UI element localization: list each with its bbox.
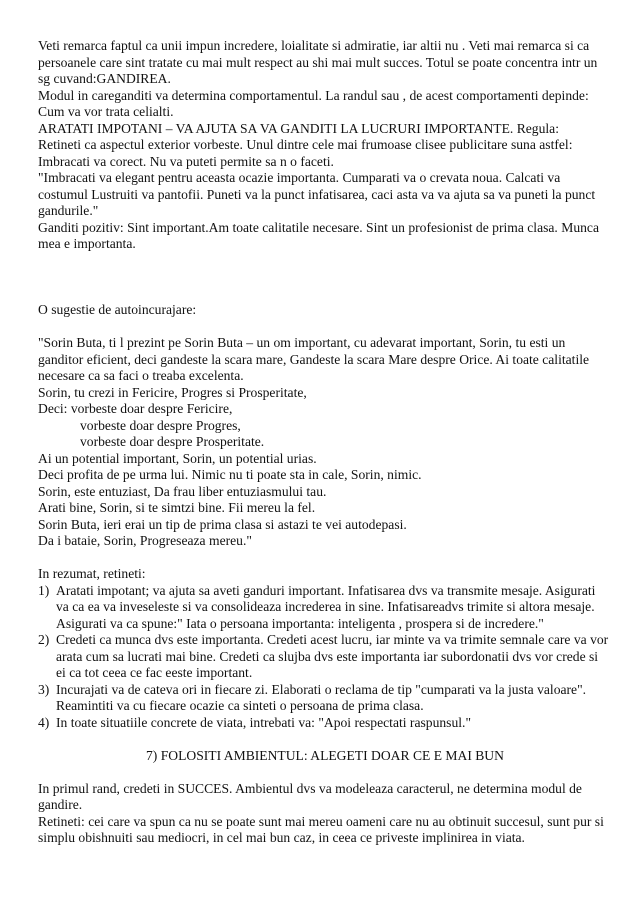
- text-line: Retineti: cei care va spun ca nu se poate sunt mai mereu oameni care nu au obtinuit succesul, sunt pur si: [38, 813, 604, 829]
- summary-list: [38, 583, 618, 732]
- list-item: [38, 583, 618, 633]
- text-line: simplu obishnuiti sau mediocri, in cel mai bun caz, in ceea ce priveste implinirea in viata.: [38, 830, 525, 845]
- text-line: sg cuvand:GANDIREA.: [38, 71, 171, 86]
- text-line: Deci: vorbeste doar despre Fericire,: [38, 401, 233, 416]
- section-heading: 7) FOLOSITI AMBIENTUL: ALEGETI DOAR CE E MAI BUN: [146, 747, 504, 763]
- text-line: mea e importanta.: [38, 236, 136, 251]
- text-line: gandurile.": [38, 203, 99, 218]
- section-title: In rezumat, retineti:: [38, 566, 146, 581]
- text-line: Sorin, tu crezi in Fericire, Progres si Prosperitate,: [38, 384, 307, 400]
- text-line: In toate situatiile concrete de viata, intrebati va: "Apoi respectati raspunsul.": [56, 714, 471, 730]
- text-line: Deci profita de pe urma lui. Nimic nu ti poate sta in cale, Sorin, nimic.: [38, 467, 422, 482]
- text-line: arata cum sa lucrati mai bine. Credeti ca slujba dvs este importanta iar subordonatii dvs vor crede si: [56, 648, 599, 664]
- list-number: 2): [38, 632, 50, 647]
- text-line: Ai un potential important, Sorin, un potential urias.: [38, 450, 317, 466]
- summary-section: [38, 566, 618, 731]
- text-line: Arati bine, Sorin, si te simtzi bine. Fii mereu la fel.: [38, 500, 316, 515]
- text-line: va ca ea va inveseleste si va consolideaza increderea in sine. Infatisareadvs trimite si altora mesaje.: [56, 599, 595, 614]
- text-line: vorbeste doar despre Prosperitate.: [80, 434, 265, 449]
- text-line: Sorin Buta, ieri erai un tip de prima clasa si astazi te vei autodepasi.: [38, 516, 407, 532]
- text-line: Credeti ca munca dvs este importanta. Credeti acest lucru, iar minte va va trimite semnale care va vor: [56, 632, 609, 647]
- list-number: 3): [38, 681, 50, 697]
- list-item: [38, 715, 618, 732]
- text-line: Sorin, este entuziast, Da frau liber entuziasmului tau.: [38, 483, 327, 499]
- text-line: vorbeste doar despre Progres,: [80, 417, 241, 433]
- list-number: 1): [38, 582, 50, 598]
- text-line: Asigurati va ca spune:" Iata o persoana importanta: inteligenta , prospera si de incredere.": [56, 615, 544, 631]
- suggestion-section: [38, 302, 618, 550]
- text-line: Ganditi pozitiv: Sint important.Am toate calitatile necesare. Sint un profesionist de prima clasa. Munca: [38, 219, 599, 235]
- text-line: persoanele care sint tratate cu mai mult respect au shi mai mult succes. Totul se poate concentra intr un: [38, 54, 598, 70]
- text-line: "Imbracati va elegant pentru aceasta ocazie importanta. Cumparati va o crevata noua. Calcati va: [38, 170, 561, 185]
- text-line: Veti remarca faptul ca unii impun incredere, loialitate si admiratie, iar altii nu . Veti mai remarca si ca: [38, 38, 590, 53]
- text-line: ARATATI IMPOTANI – VA AJUTA SA VA GANDITI LA LUCRURI IMPORTANTE. Regula:: [38, 120, 559, 136]
- intro-section: [38, 38, 618, 253]
- text-line: In primul rand, credeti in SUCCES. Ambientul dvs va modeleaza caracterul, ne determina modul de: [38, 780, 582, 796]
- section-7: [38, 748, 618, 847]
- text-line: Retineti ca aspectul exterior vorbeste. Unul dintre cele mai frumoase clisee publicitare suna astfel:: [38, 137, 573, 152]
- text-line: "Sorin Buta, ti l prezint pe Sorin Buta – un om important, cu adevarat important, Sorin, tu esti un: [38, 335, 566, 350]
- text-line: Cum va vor trata celialti.: [38, 104, 174, 119]
- text-line: ei ca tot ceea ce fac eeste important.: [56, 665, 253, 680]
- text-line: Reamintiti va cu fiecare ocazie ca sinteti o persoana de prima clasa.: [56, 698, 424, 713]
- text-line: gandire.: [38, 797, 83, 812]
- list-item: [38, 682, 618, 715]
- text-line: ganditor eficient, deci gandeste la scara mare, Gandeste la scara Mare despre Orice. Ai toate calitatile: [38, 351, 590, 367]
- text-line: Aratati impotant; va ajuta sa aveti ganduri important. Infatisarea dvs va transmite mesaje. Asigurati: [56, 582, 596, 598]
- text-line: costumul Lustruiti va pantofii. Puneti va la punct infatisarea, caci asta va va ajuta sa va puneti la punct: [38, 186, 596, 202]
- list-item: [38, 632, 618, 682]
- text-line: necesare ca sa faci o treaba excelenta.: [38, 368, 244, 383]
- text-line: Da i bataie, Sorin, Progreseaza mereu.": [38, 533, 252, 548]
- text-line: Modul in careganditi va determina comportamentul. La randul sau , de acest comportamenti depinde:: [38, 87, 589, 103]
- list-number: 4): [38, 714, 50, 730]
- text-line: Imbracati va corect. Nu va puteti permite sa n o faceti.: [38, 153, 334, 169]
- text-line: Incurajati va de cateva ori in fiecare zi. Elaborati o reclama de tip "cumparati va la justa valoare".: [56, 681, 587, 697]
- section-title: O sugestie de autoincurajare:: [38, 302, 197, 317]
